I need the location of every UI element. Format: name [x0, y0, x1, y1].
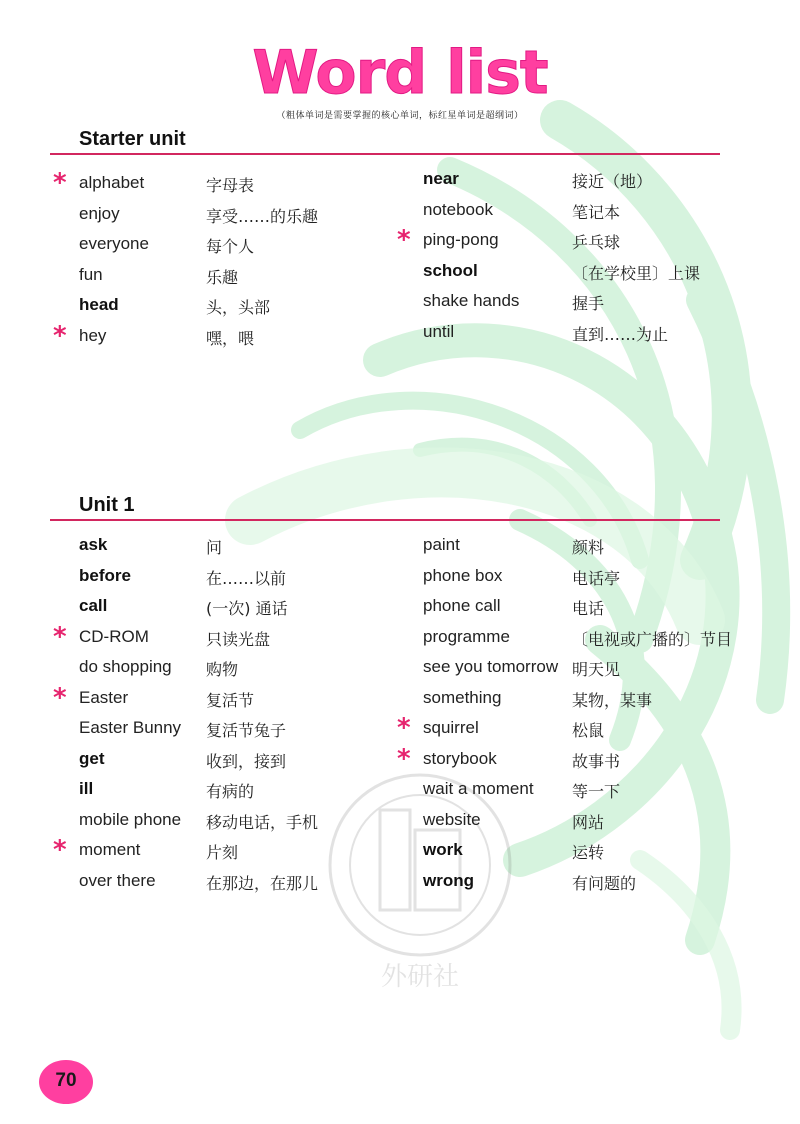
- english-word: moment: [79, 840, 141, 859]
- section-heading-unit1: Unit 1: [79, 494, 135, 516]
- english-word: enjoy: [79, 203, 120, 223]
- chinese-meaning: 接近（地）: [572, 172, 653, 191]
- english-word: Easter Bunny: [79, 718, 182, 737]
- english-word: ask: [79, 535, 108, 554]
- chinese-meaning: 某物，某事: [572, 690, 653, 710]
- asterisk-star-icon: *: [53, 835, 67, 865]
- chinese-meaning: 复活节: [206, 690, 255, 710]
- chinese-meaning: 网站: [572, 812, 605, 832]
- asterisk-star-icon: *: [53, 168, 67, 198]
- asterisk-star-icon: *: [397, 713, 411, 743]
- asterisk-star-icon: *: [397, 743, 411, 774]
- chinese-meaning: 在……以前: [206, 568, 287, 588]
- english-word: hey: [79, 325, 107, 345]
- english-word: website: [423, 809, 481, 829]
- chinese-meaning: (一次) 通话: [206, 599, 288, 618]
- chinese-meaning: 笔记本: [572, 202, 621, 222]
- chinese-meaning: 乐趣: [206, 267, 239, 287]
- chinese-meaning: 头，头部: [206, 298, 271, 317]
- english-word: near: [423, 169, 459, 188]
- english-word: call: [79, 596, 108, 615]
- english-word: fun: [79, 264, 103, 284]
- chinese-meaning: 〔电视或广播的〕节目: [572, 629, 733, 649]
- english-word: Easter: [79, 687, 129, 707]
- english-word: wait a moment: [423, 779, 534, 798]
- english-word: CD-ROM: [79, 626, 149, 646]
- seal-label: 外研社: [380, 962, 460, 992]
- english-word: over there: [79, 870, 156, 890]
- english-word: ill: [79, 779, 94, 798]
- english-word: before: [79, 565, 131, 585]
- chinese-meaning: 颜料: [572, 538, 605, 557]
- english-word: do shopping: [79, 657, 172, 676]
- chinese-meaning: 握手: [572, 294, 605, 313]
- page-title: Word list: [252, 38, 548, 108]
- chinese-meaning: 问: [206, 538, 223, 557]
- chinese-meaning: 有病的: [206, 782, 255, 801]
- page-subtitle: （粗体单词是需要掌握的核心单词，标红星单词是超纲词）: [276, 111, 524, 121]
- section-divider: [50, 519, 720, 521]
- english-word: programme: [423, 626, 510, 646]
- chinese-meaning: 〔在学校里〕上课: [572, 263, 701, 283]
- chinese-meaning: 明天见: [572, 660, 621, 679]
- english-word: ping-pong: [423, 230, 499, 249]
- asterisk-star-icon: *: [397, 225, 411, 255]
- english-word: phone box: [423, 565, 503, 585]
- english-word: notebook: [423, 199, 493, 219]
- chinese-meaning: 字母表: [206, 176, 255, 195]
- page-number-badge: [39, 1060, 93, 1104]
- english-word: until: [423, 321, 455, 341]
- asterisk-star-icon: *: [53, 682, 67, 713]
- chinese-meaning: 电话亭: [572, 568, 621, 588]
- chinese-meaning: 复活节兔子: [206, 721, 287, 740]
- english-word: something: [423, 687, 502, 707]
- chinese-meaning: 直到……为止: [572, 324, 669, 344]
- chinese-meaning: 运转: [572, 843, 605, 862]
- asterisk-star-icon: *: [53, 621, 67, 652]
- english-word: see you tomorrow: [423, 657, 559, 676]
- chinese-meaning: 故事书: [572, 751, 621, 771]
- english-word: get: [79, 748, 105, 768]
- chinese-meaning: 每个人: [206, 237, 255, 256]
- english-word: alphabet: [79, 173, 145, 192]
- english-word: school: [423, 260, 478, 280]
- english-word: head: [79, 295, 119, 314]
- english-word: wrong: [423, 870, 474, 890]
- section-heading-starter: Starter unit: [79, 128, 186, 150]
- chinese-meaning: 移动电话，手机: [206, 812, 319, 832]
- english-word: mobile phone: [79, 809, 182, 829]
- english-word: storybook: [423, 748, 497, 768]
- english-word: squirrel: [423, 718, 479, 737]
- chinese-meaning: 电话: [572, 599, 605, 618]
- chinese-meaning: 在那边，在那儿: [206, 873, 319, 893]
- chinese-meaning: 只读光盘: [206, 629, 271, 649]
- chinese-meaning: 片刻: [206, 843, 239, 862]
- chinese-meaning: 嘿，喂: [206, 328, 255, 348]
- chinese-meaning: 乒乓球: [572, 233, 621, 252]
- chinese-meaning: 享受……的乐趣: [206, 206, 319, 226]
- chinese-meaning: 松鼠: [572, 721, 605, 740]
- chinese-meaning: 有问题的: [572, 873, 637, 893]
- chinese-meaning: 收到，接到: [206, 751, 287, 771]
- english-word: work: [423, 840, 463, 859]
- english-word: phone call: [423, 596, 501, 615]
- english-word: shake hands: [423, 291, 520, 310]
- english-word: everyone: [79, 234, 149, 253]
- section-divider: [50, 153, 720, 155]
- english-word: paint: [423, 535, 460, 554]
- asterisk-star-icon: *: [53, 320, 67, 351]
- chinese-meaning: 购物: [206, 660, 239, 679]
- page-number: 70: [55, 1070, 77, 1091]
- chinese-meaning: 等一下: [572, 782, 621, 801]
